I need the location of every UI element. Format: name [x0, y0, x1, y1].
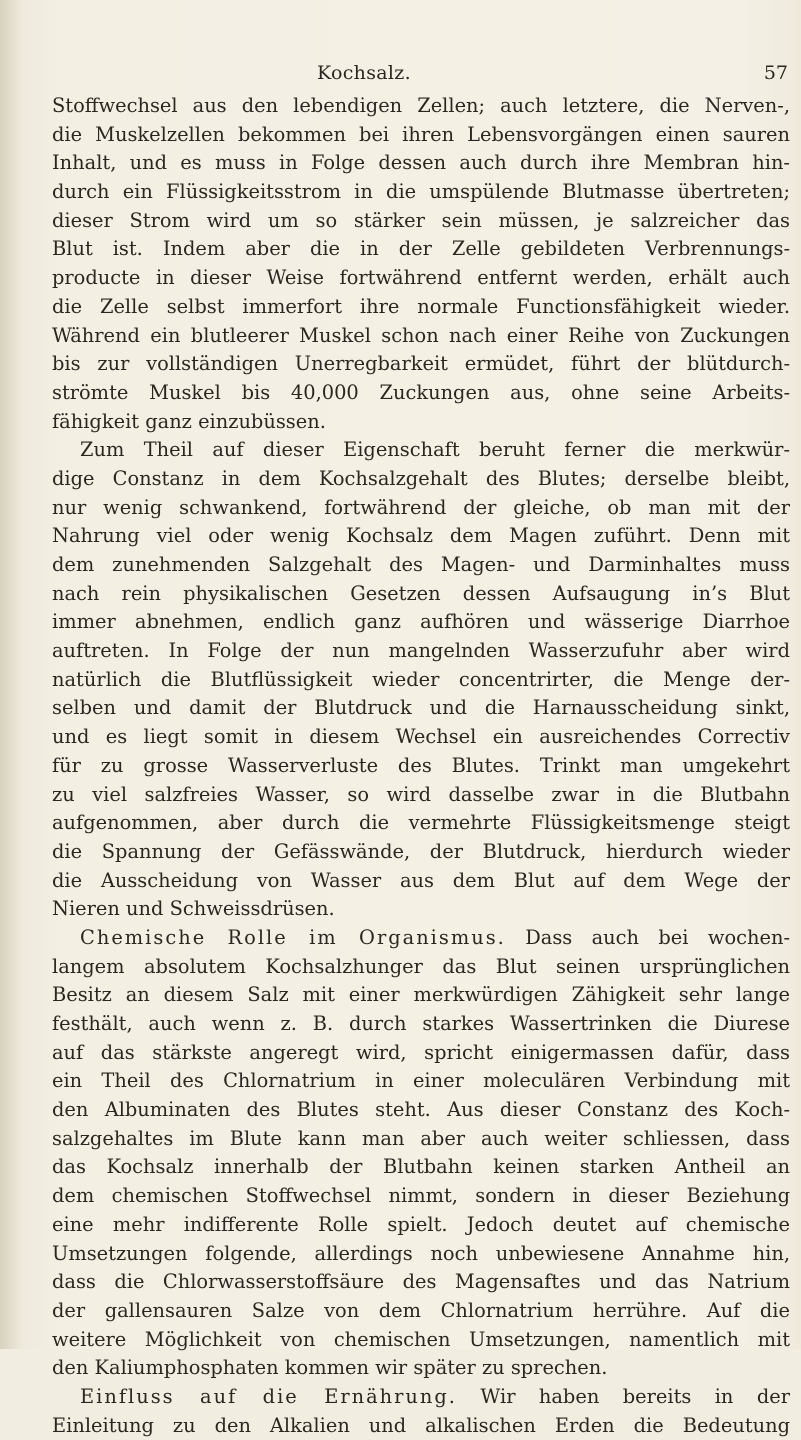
- text-line: Inhalt, und es muss in Folge dessen auch durch ihre Membran hin-: [52, 151, 790, 175]
- text-line: zu viel salzfreies Wasser, so wird dasselbe zwar in die Blutbahn: [52, 782, 790, 806]
- body-text: [52, 92, 790, 1440]
- text-line: strömte Muskel bis 40,000 Zuckungen aus, ohne seine Arbeits-: [52, 380, 790, 404]
- text-line: selben und damit der Blutdruck und die Harnausscheidung sinkt,: [52, 696, 790, 720]
- text-line: der gallensauren Salze von dem Chlornatrium herrühre. Auf die: [52, 1298, 790, 1322]
- section-heading-line: [52, 924, 790, 953]
- text-line: dem chemischen Stoffwechsel nimmt, sondern in dieser Beziehung: [52, 1184, 790, 1208]
- text-line: auftreten. In Folge der nun mangelnden Wasserzufuhr aber wird: [52, 639, 790, 663]
- text-line: nur wenig schwankend, fortwährend der gleiche, ob man mit der: [52, 495, 790, 519]
- text-line: den Albuminaten des Blutes steht. Aus dieser Constanz des Koch-: [52, 1098, 790, 1122]
- text-line: natürlich die Blutflüssigkeit wieder concentrirter, die Menge der-: [52, 667, 790, 691]
- text-line: immer abnehmen, endlich ganz aufhören und wässerige Diarrhoe: [52, 610, 790, 634]
- text-fragment: Dass auch bei wochen-: [505, 925, 790, 949]
- text-line: dieser Strom wird um so stärker sein müssen, je salzreicher das: [52, 208, 790, 232]
- text-line: die Spannung der Gefässwände, der Blutdruck, hierdurch wieder: [52, 839, 790, 863]
- text-line: salzgehaltes im Blute kann man aber auch weiter schliessen, dass: [52, 1126, 790, 1150]
- text-line: und es liegt somit in diesem Wechsel ein ausreichendes Correctiv: [52, 725, 790, 749]
- text-line: bis zur vollständigen Unerregbarkeit ermüdet, führt der blütdurch-: [52, 352, 790, 376]
- text-line: nach rein physikalischen Gesetzen dessen Aufsaugung in’s Blut: [52, 581, 790, 605]
- text-line: weitere Möglichkeit von chemischen Umsetzungen, namentlich mit: [52, 1327, 790, 1351]
- text-line: auf das stärkste angeregt wird, spricht einigermassen dafür, dass: [52, 1040, 790, 1064]
- page-header: [52, 62, 792, 92]
- text-line: die Ausscheidung von Wasser aus dem Blut auf dem Wege der: [52, 868, 790, 892]
- text-line: die Muskelzellen bekommen bei ihren Lebensvorgängen einen sauren: [52, 122, 790, 146]
- text-line: langem absolutem Kochsalzhunger das Blut seinen ursprünglichen: [52, 954, 790, 978]
- text-line: durch ein Flüssigkeitsstrom in die umspülende Blutmasse übertreten;: [52, 180, 790, 204]
- text-line: Während ein blutleerer Muskel schon nach einer Reihe von Zuckungen: [52, 323, 790, 347]
- text-line: das Kochsalz innerhalb der Blutbahn keinen starken Antheil an: [52, 1155, 790, 1179]
- text-line: Nahrung viel oder wenig Kochsalz dem Magen zuführt. Denn mit: [52, 524, 790, 548]
- text-line: Einleitung zu den Alkalien und alkalischen Erden die Bedeutung: [52, 1413, 790, 1437]
- page-number: 57: [763, 62, 788, 84]
- text-line: dige Constanz in dem Kochsalzgehalt des Blutes; derselbe bleibt,: [52, 466, 790, 490]
- text-line: producte in dieser Weise fortwährend entfernt werden, erhält auch: [52, 266, 790, 290]
- section-heading-einfluss: Einfluss auf die Ernährung.: [80, 1384, 457, 1408]
- text-line: für zu grosse Wasserverluste des Blutes. Trinkt man umgekehrt: [52, 753, 790, 777]
- page-edge-shadow: [0, 0, 22, 1349]
- text-line: die Zelle selbst immerfort ihre normale Functionsfähigkeit wieder.: [52, 294, 790, 318]
- running-head: Kochsalz.: [317, 62, 411, 84]
- text-line: dass die Chlorwasserstoffsäure des Magensaftes und das Natrium: [52, 1270, 790, 1294]
- section-heading-chemische-rolle: Chemische Rolle im Organismus.: [80, 925, 506, 949]
- paragraph-end-line: den Kaliumphosphaten kommen wir später zu sprechen.: [52, 1356, 608, 1380]
- section-heading-line: [52, 1383, 790, 1412]
- text-line: Besitz an diesem Salz mit einer merkwürdigen Zähigkeit sehr lange: [52, 983, 790, 1007]
- text-line: festhält, auch wenn z. B. durch starkes Wassertrinken die Diurese: [52, 1012, 790, 1035]
- text-line: eine mehr indifferente Rolle spielt. Jedoch deutet auf chemische: [52, 1212, 790, 1236]
- text-line: Zum Theil auf dieser Eigenschaft beruht ferner die merkwür-: [80, 438, 790, 462]
- text-line: Stoffwechsel aus den lebendigen Zellen; auch letztere, die Nerven-,: [52, 94, 790, 117]
- text-line: ein Theil des Chlornatrium in einer moleculären Verbindung mit: [52, 1069, 790, 1093]
- text-line: aufgenommen, aber durch die vermehrte Flüssigkeitsmenge steigt: [52, 811, 790, 835]
- text-fragment: Wir haben bereits in der: [456, 1384, 790, 1408]
- paragraph-end-line: Nieren und Schweissdrüsen.: [52, 897, 335, 921]
- paragraph-end-line: fähigkeit ganz einzubüssen.: [52, 409, 326, 433]
- text-line: Umsetzungen folgende, allerdings noch unbewiesene Annahme hin,: [52, 1241, 790, 1265]
- text-line: Blut ist. Indem aber die in der Zelle gebildeten Verbrennungs-: [52, 237, 790, 261]
- text-line: dem zunehmenden Salzgehalt des Magen- und Darminhaltes muss: [52, 553, 790, 576]
